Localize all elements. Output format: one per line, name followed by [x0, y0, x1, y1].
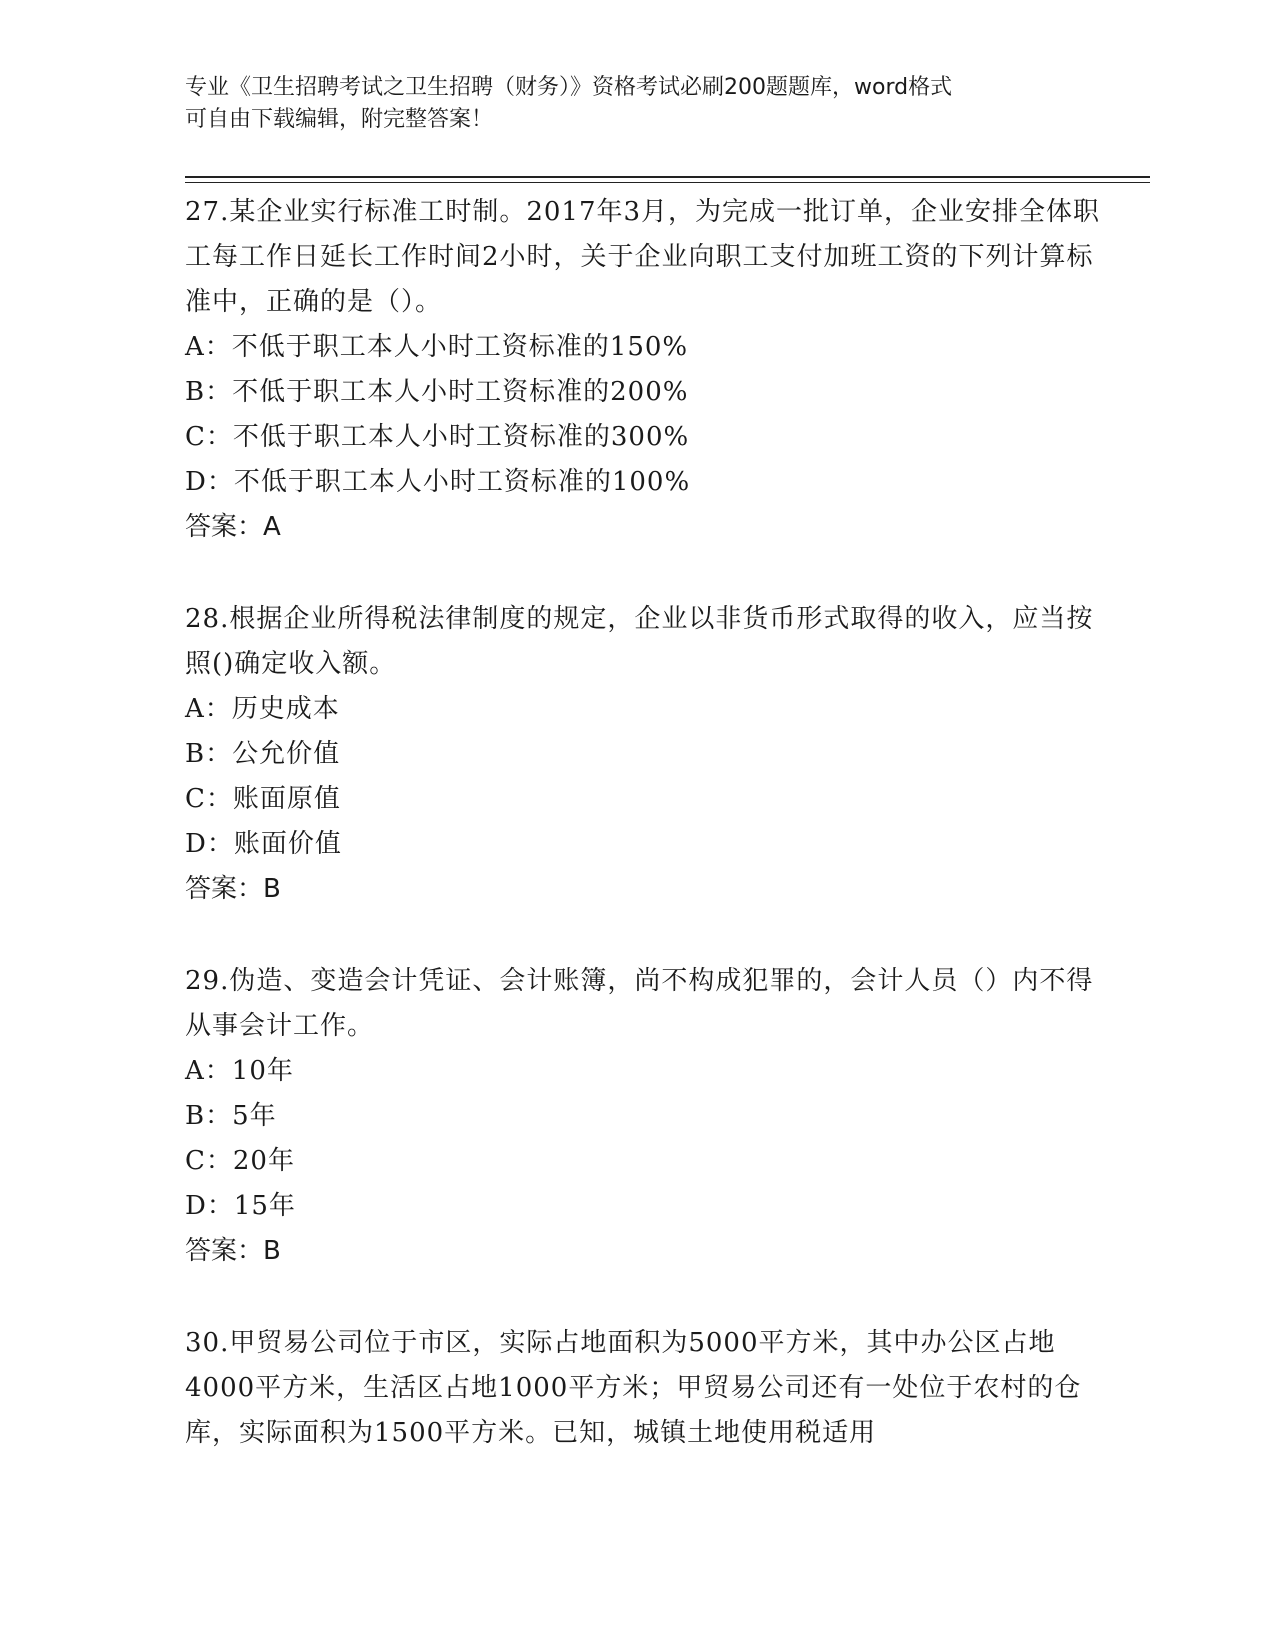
- option-d: D：账面价值: [185, 829, 342, 859]
- question-stem: 29.伪造、变造会计凭证、会计账簿，尚不构成犯罪的，会计人员（）内不得从事会计工作。: [185, 966, 1094, 1041]
- document-header: [185, 72, 1085, 136]
- question-stem: 28.根据企业所得税法律制度的规定，企业以非货币形式取得的收入，应当按照()确定收入额。: [185, 604, 1094, 679]
- option-a: A：历史成本: [185, 694, 340, 724]
- question-29: [185, 959, 1115, 1274]
- answer: 答案：B: [185, 1236, 281, 1266]
- header-rule-thick: [185, 176, 1150, 178]
- option-a: A：不低于职工本人小时工资标准的150%: [185, 332, 689, 362]
- header-line-1: 专业《卫生招聘考试之卫生招聘（财务）》资格考试必刷200题题库，word格式: [185, 75, 953, 100]
- option-c: C：不低于职工本人小时工资标准的300%: [185, 422, 690, 452]
- header-line-2: 可自由下载编辑，附完整答案！: [185, 107, 494, 132]
- question-30: [185, 1321, 1115, 1456]
- option-a: A：10年: [185, 1056, 294, 1086]
- question-28: [185, 597, 1115, 912]
- option-c: C：账面原值: [185, 784, 341, 814]
- question-stem: 30.甲贸易公司位于市区，实际占地面积为5000平方米，其中办公区占地4000平方米，生活区占地1000平方米；甲贸易公司还有一处位于农村的仓库，实际面积为1500平方米。已知，城镇土地使用税适用: [185, 1328, 1082, 1448]
- answer: 答案：A: [185, 512, 281, 542]
- option-c: C：20年: [185, 1146, 295, 1176]
- option-d: D：15年: [185, 1191, 296, 1221]
- option-b: B：不低于职工本人小时工资标准的200%: [185, 377, 689, 407]
- question-27: [185, 190, 1115, 550]
- option-d: D：不低于职工本人小时工资标准的100%: [185, 467, 691, 497]
- option-b: B：5年: [185, 1101, 277, 1131]
- option-b: B：公允价值: [185, 739, 341, 769]
- header-rule-thin: [185, 182, 1150, 183]
- question-stem: 27.某企业实行标准工时制。2017年3月，为完成一批订单，企业安排全体职工每工作日延长工作时间2小时，关于企业向职工支付加班工资的下列计算标准中，正确的是（）。: [185, 197, 1101, 317]
- question-list: [185, 190, 1115, 1503]
- answer: 答案：B: [185, 874, 281, 904]
